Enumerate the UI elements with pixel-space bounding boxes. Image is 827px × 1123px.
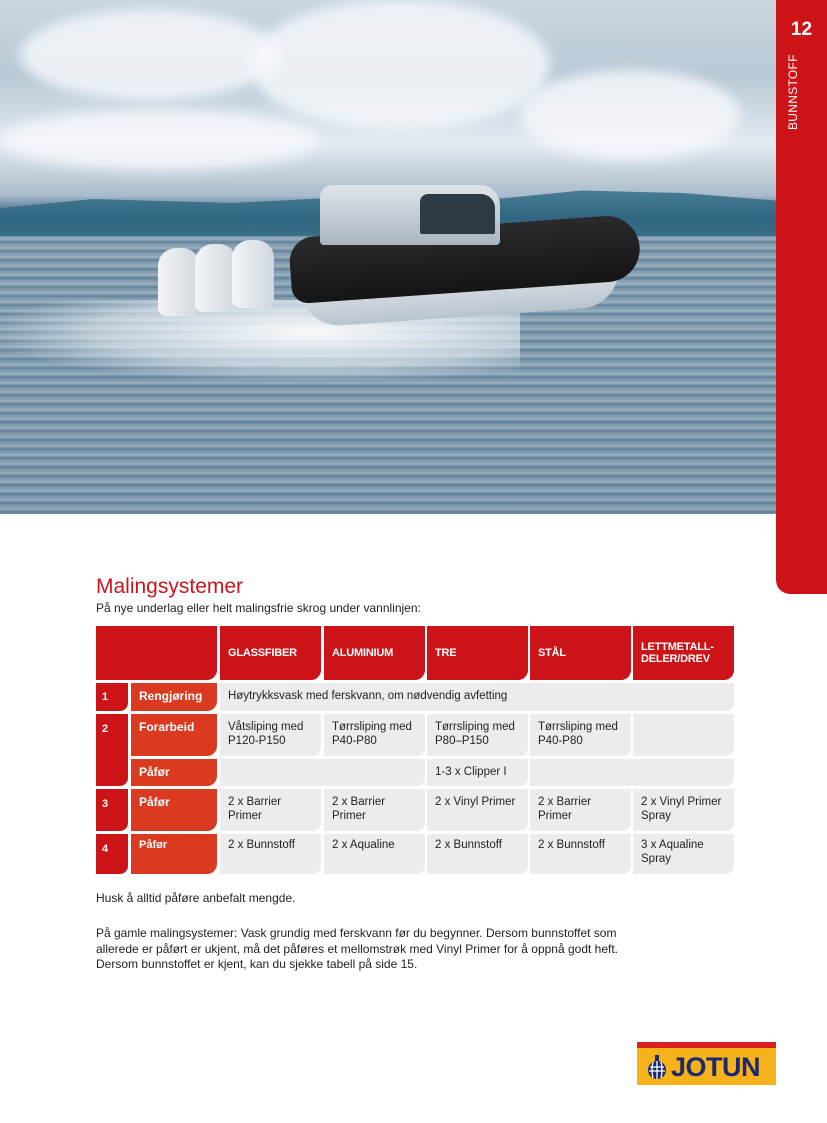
cell-line: 2 x Bunnstoff	[435, 839, 502, 851]
logo-stripe	[637, 1042, 776, 1048]
cell-line: Spray	[641, 810, 672, 822]
cell-line: 2 x Bunnstoff	[228, 839, 295, 851]
outboard-motor	[195, 244, 237, 312]
cell-line: Tørrsliping med	[435, 721, 515, 733]
step-label: Påfør	[131, 834, 217, 874]
cell-line: P120-P150	[228, 735, 286, 747]
column-header-tre	[427, 626, 528, 680]
cell-line: Primer	[332, 810, 366, 822]
jotun-logo	[637, 1042, 776, 1085]
column-header-label: STÅL	[538, 647, 566, 659]
cloud	[20, 10, 280, 100]
step-label: Forarbeid	[131, 714, 217, 756]
cell-line: Primer	[228, 810, 262, 822]
table-cell	[633, 834, 734, 874]
cell-line: 2 x Aqualine	[332, 839, 395, 851]
table-cell	[427, 714, 528, 756]
cell-line: P80–P150	[435, 735, 489, 747]
step-number: 1	[96, 683, 128, 711]
column-header-lettmetall	[633, 626, 734, 680]
cell-line: Tørrsliping med	[332, 721, 412, 733]
note-line: Dersom bunnstoffet er kjent, kan du sjekke tabell på side 15.	[96, 957, 418, 971]
cell-line: 3 x Aqualine	[641, 839, 704, 851]
column-header-label: TRE	[435, 647, 457, 659]
column-header-label: DELER/DREV	[641, 653, 710, 665]
table-cell	[324, 789, 425, 831]
page-number: 12	[790, 19, 813, 40]
step-label: Påfør	[131, 789, 217, 831]
column-header-stal	[530, 626, 631, 680]
column-header-label: ALUMINIUM	[332, 647, 394, 659]
table-cell	[633, 789, 734, 831]
outboard-motor	[158, 248, 200, 316]
table-cell	[220, 789, 321, 831]
cell-line: 2 x Barrier	[228, 796, 282, 808]
cell-line: P40-P80	[538, 735, 583, 747]
table-cell	[427, 789, 528, 831]
page-subtitle: På nye underlag eller helt malingsfrie skrog under vannlinjen:	[96, 601, 421, 615]
table-cell	[324, 834, 425, 874]
column-header-glassfiber	[220, 626, 321, 680]
column-header-aluminium	[324, 626, 425, 680]
reminder-note: Husk å alltid påføre anbefalt mengde.	[96, 891, 296, 905]
column-header-label: LETTMETALL-	[641, 641, 714, 653]
section-tab	[776, 0, 827, 594]
table-cell-empty	[633, 714, 734, 756]
cell-line: 2 x Vinyl Primer	[641, 796, 722, 808]
step-number: 2	[96, 714, 128, 786]
table-cell	[530, 714, 631, 756]
outboard-motor	[232, 240, 274, 308]
boat-photo	[0, 0, 776, 514]
cell-line: Våtsliping med	[228, 721, 304, 733]
cell-line: Spray	[641, 853, 672, 865]
page-title: Malingsystemer	[96, 575, 244, 598]
header-corner	[96, 626, 217, 680]
ship-globe-icon	[644, 1055, 670, 1079]
table-cell-empty	[220, 759, 425, 786]
cell-line: 2 x Barrier	[538, 796, 592, 808]
old-systems-note	[96, 926, 618, 973]
boat-window	[420, 194, 495, 234]
cloud	[0, 110, 320, 170]
note-line: allerede er påført er ukjent, må det påføres et mellomstrøk med Vinyl Primer for å oppnå godt heft.	[96, 941, 619, 956]
table-cell	[530, 789, 631, 831]
step-number: 4	[96, 834, 128, 874]
step-number: 3	[96, 789, 128, 831]
cell-line: 2 x Barrier	[332, 796, 386, 808]
cloud	[250, 0, 550, 130]
table-cell	[220, 834, 321, 874]
cell-line: P40-P80	[332, 735, 377, 747]
cell-line: Tørrsliping med	[538, 721, 618, 733]
table-cell-span: Høytrykksvask med ferskvann, om nødvendig avfetting	[220, 683, 734, 711]
table-cell	[220, 714, 321, 756]
table-cell	[427, 834, 528, 874]
cell-line: 2 x Bunnstoff	[538, 839, 605, 851]
cell-line: 2 x Vinyl Primer	[435, 796, 516, 808]
step-label: Påfør	[131, 759, 217, 786]
section-label: BUNNSTOFF	[786, 54, 800, 130]
table-cell-empty	[530, 759, 734, 786]
table-cell	[324, 714, 425, 756]
table-cell: 1-3 x Clipper I	[427, 759, 528, 786]
logo-text: JOTUN	[671, 1052, 761, 1082]
note-line: På gamle malingsystemer: Vask grundig med ferskvann før du begynner. Dersom bunnstoffet som	[96, 926, 617, 940]
cloud	[520, 70, 740, 160]
column-header-label: GLASSFIBER	[228, 647, 297, 659]
cell-line: Primer	[538, 810, 572, 822]
table-cell	[530, 834, 631, 874]
step-label: Rengjøring	[131, 683, 217, 711]
